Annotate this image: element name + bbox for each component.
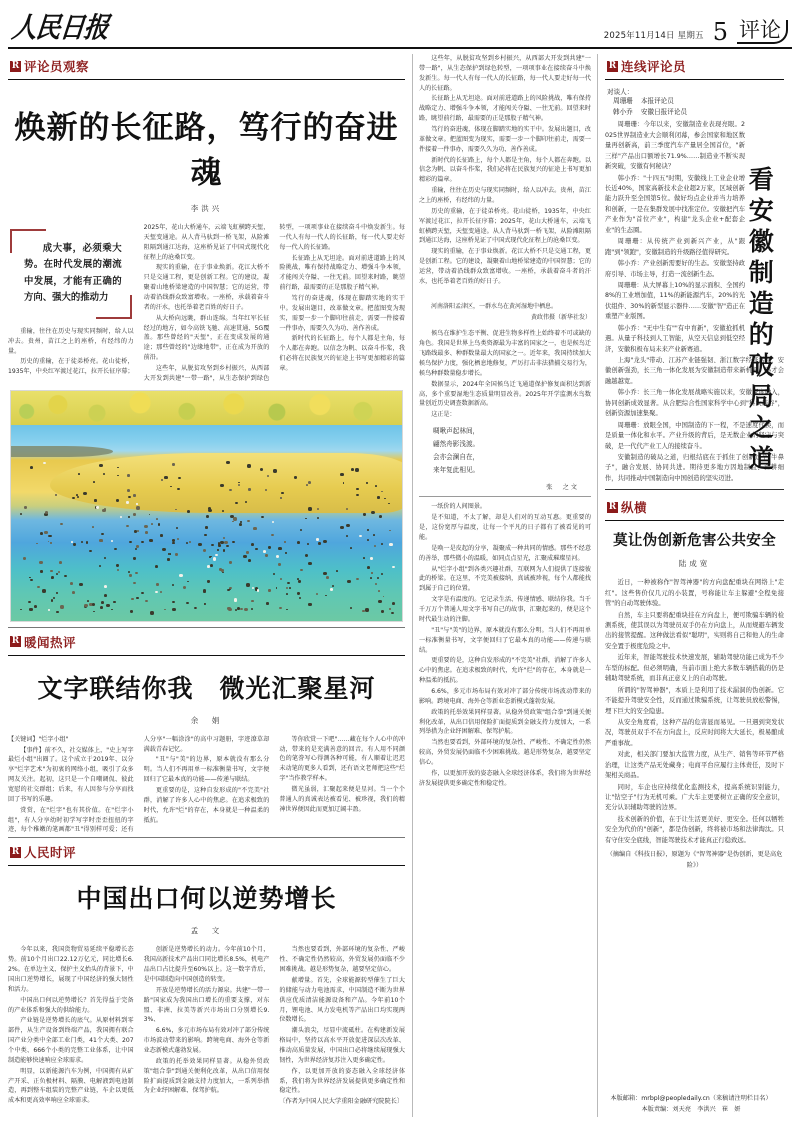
paragraph: 中国出口何以逆势增长？首先得益于完备的产业体系和强大的供给能力。 (8, 996, 134, 1014)
footer-editors: 本版责编：刘天亮 李洪兴 崔 妍 (641, 1105, 741, 1113)
paragraph: 明显，以新能源汽车为例，中国拥有从矿产开采、正负极材料、隔膜、电解液到电池制造，再到整车组装的完整产业链，车企以更低成本和更高效率响应全球需求。 (8, 1067, 134, 1105)
paragraph: 数据显示，2024年全国候鸟迁飞通道保护修复面积达到新高，多个重要湿地生态质量明显改善。2025年开学监测水鸟数量创近历史调查数据新高。 (419, 380, 591, 408)
peoples-daily-mark-icon: R (608, 60, 617, 71)
wetland-birds-photo (10, 390, 403, 622)
paragraph: 开放是逆势增长的活力源泉。共建"一带一路"国家成为我国出口增长的重要支撑，对东盟、非洲、拉美等新兴市场出口分别增长9.3%、 (143, 986, 270, 1024)
paragraph: 同时，车企也应持续优化监测技术，提高系统识别能力，让"钻空子"行为无机可乘。广大车主更要树立正确的安全意识，充分认识辅助驾驶的边界。 (605, 783, 784, 812)
paragraph: 【事件】前不久，社交媒体上，"史上写字最烂小组"出圈了。这个成立于2019年、以分享"烂字艺术"为初衷的网络小组，吸引了众多网友关注。起初，这只是一个自嘲调侃、彼此宽慰的社交群组；后来，有人因参与分享而找回了书写的乐趣。 (8, 746, 134, 803)
interlocutor-label: 对谈人： (607, 88, 634, 96)
paragraph: 创新是逆势增长的动力。今年前10个月，我国高新技术产品出口同比增长8.5%，机电产品出口占比提升至60%以上。这一数字背后，是中国制造向中国创造的转变。 (143, 946, 270, 983)
article-body-commentator (8, 223, 405, 384)
paragraph: 候鸟在维护生态平衡、促进生物多样性上始终着不可或缺的角色。我国是世界上鸟类资源最为丰富的国家之一，也是候鸟迁飞路线最多、种群数量最大的国家之一。近年来，我国持续加大候鸟保护力度，强化栖息地修复，严厉打击非法猎捕交易行为，候鸟种群数量稳步增长。 (419, 330, 591, 377)
section-title: 评论员观察 (24, 59, 90, 74)
peoples-daily-mark-icon: R (11, 60, 20, 71)
byline-commentator: 李洪兴 (190, 204, 223, 213)
paragraph: 这正是： (431, 411, 456, 419)
byline-warm-news: 余 娟 (190, 715, 223, 725)
section-header-warm-news-review[interactable] (8, 630, 405, 653)
paragraph: 政策的托举效果同样显著。从稳外贸政策"组合拳"到通关便利化改革，从出口信用保险扩面提质到金融支持力度加大，一系列举措为企业纾困解难、保驾护航。 (143, 1057, 270, 1095)
paragraph: 作，以更加开放的姿态融入全球经济体系，我们将为世界经济发展提供更多确定性和稳定性。 (279, 1067, 405, 1095)
publication-logo (8, 8, 108, 44)
paragraph: 是不知道，不太了解，却是人们对的互动互惠。更重要的是，这份宽厚与温度，让每一个平凡的日子都有了被看见的可能。 (419, 514, 591, 542)
article-body-export-growth (8, 945, 405, 1107)
paragraph: 对此，相关部门要加大监管力度，从生产、销售等环节严格治理，让这类产品无处藏身；电商平台应履行主体责任，及时下架相关商品。 (605, 751, 784, 780)
masthead-meta (603, 18, 792, 47)
paragraph: 更重要的是，这种自发形成的"不完美"社群，消解了许多人心中的焦虑。在追求极致的时代，允许"烂"的存在，本身就是一种温柔的抵抗。 (143, 787, 270, 824)
headline-export-growth[interactable]: 中国出口何以逆势增长 (76, 884, 337, 914)
paragraph: 产业链是逆势增长的底气。从原材料到零部件，从生产设备到终端产品，我国拥有联合国产业分类中全部工业门类，41个大类、207个中类、666个小类的完整工业体系，让中国制造能够快速响应全球需求。 (8, 1017, 134, 1064)
peoples-daily-mark-icon: R (11, 846, 20, 857)
byline-export-growth: 孟 文 (190, 926, 223, 936)
paragraph: 笃行的奋进魂，体现在脚踏实地的实干中。发展出题目，改革做文章。把蓝图变为现实，需要一步一个脚印往前走，需要一件接着一件事办，需要久久为功、善作善成。 (279, 295, 405, 332)
photo-credit: 黄政伟摄（新华社发） (530, 314, 591, 322)
paragraph: 新时代的长征路上，每个人都是主角，每个人都在奔跑。以信念为帆、以奋斗作桨，我们必将在民族复兴的征途上书写更加精彩的篇章。 (419, 156, 591, 184)
section-title: 暖闻热评 (24, 634, 77, 650)
paragraph: 从大桥向远眺，群山连绵。当年红军长征经过的地方，如今高铁飞驰、高速贯通、5G覆盖。那些曾经的"天堑"，正在变成发展的通途；那些曾经的"边缘地带"，正在成为开放的前沿。 (143, 314, 270, 362)
paragraph: 文字是有温度的。它记录生活、传递情感、联结你我。当千千万万个普通人用文字书写自己的故事，汇聚起来的，便是这个时代最生动的注脚。 (419, 596, 591, 623)
paragraph: 长征路上从无坦途。面对前进道路上的风险挑战，唯有保持战略定力、增强斗争本领，才能闯关夺隘、一往无前。回望来时路，眺望前行路，最需要的正是那股子精气神。 (279, 254, 405, 292)
article-body-pseudo-innovation (605, 578, 784, 846)
section-header-commentator-observation[interactable] (8, 54, 405, 77)
section-title: 人民时评 (24, 845, 77, 861)
keyword-line (8, 735, 134, 745)
left-column (8, 54, 412, 1117)
paragraph: 作，以更加开放的姿态融入全球经济体系，我们将为世界经济发展提供更多确定性和稳定性。 (419, 769, 591, 787)
interlocutor-title: 安徽日报评论员 (640, 108, 688, 117)
article-body-dialogue (605, 120, 745, 355)
paragraph: 韩小乔：产业创新需要好的生态。安徽坚持政府引导、市场主导，打造一流创新生态。 (605, 260, 745, 278)
section-header-peoples-commentary[interactable] (8, 840, 405, 863)
paragraph: "丑"与"美"的边界，原本就没有那么分明。当人们不再用单一标准衡量书写，文字便回归了它最本真的功能——传递与联结。 (419, 626, 591, 654)
paragraph: 赏赏，在"烂字"也有其价值。在"烂字小组"，有人分享幼时初学写字时歪歪扭扭的字迹，每个稚嫩的笔画都"丑"得别样可爱；还有人分享"一幅涂涂"的高中习题册，字迹潦草却满载青春记忆。 (8, 735, 270, 834)
poem-line: 来年复此相见。 (433, 465, 480, 474)
paragraph: "丑"与"美"的边界，原本就没有那么分明。当人们不再用单一标准衡量书写，文字便回归了它最本真的功能——传递与联结。 (143, 756, 270, 784)
paragraph: 近日，一种被称作"智驾神器"的方向盘配重块在网络上"走红"。这些售价仅几元的小装置，号称能让车主躲避"全程免接管"的自动驾驶体验。 (605, 579, 784, 608)
page-footer (606, 1090, 776, 1115)
paragraph: 安徽制造的破局之道，归根结底在于抓住了创新这个"牛鼻子"，融合发展、协同共进。期待更多地方因地制宜、深耕细作，共同推动中国制造向中国创造的坚实迈进。 (605, 453, 784, 482)
interlocutor-name: 韩小乔 (613, 108, 633, 117)
paragraph: 新时代的长征路上，每个人都是主角，每个人都在奔跑。以信念为帆、以奋斗作桨，我们必将在民族复兴的征途上书写更加精彩的篇章。 (279, 335, 405, 373)
paragraph: 韩小乔：长三角一体化发展战略实施以来，安徽深度融入，协同创新成效显著。从合肥综合性国家科学中心到"科大硅谷"，创新资源加速集聚。 (605, 389, 784, 418)
poem-line: 翩然舟影浅渡。 (433, 439, 480, 448)
paragraph: 重输，往往在历史与现实同频时，给人以冲去。贵州，苗江之上的座桥，有经纬的力量。 (419, 187, 591, 205)
poem-signature: 张 之文 (546, 484, 579, 492)
page-body (8, 49, 792, 1117)
middle-top-text (419, 54, 591, 287)
interlocutor-row (607, 107, 784, 118)
paragraph: 韩小乔："无中生有""有中育新"，安徽抢抓机遇。从量子科技到人工智能，从空天信息到低空经济，安徽积极布局未来产业新赛道。 (605, 324, 745, 353)
paragraph: 6.6%，多元市场布局有效对冲了部分传统市场波动带来的影响。跨境电商、海外仓等新业态新模式蓬勃发展。 (143, 1027, 270, 1054)
right-column (598, 54, 784, 1117)
poem-block (419, 421, 591, 478)
article-body-warm-news (8, 735, 405, 836)
divider (8, 837, 405, 838)
paragraph: 今年以来，我国货物贸易延续平稳增长态势。前10个月出口22.12万亿元，同比增长6.2%。在单边主义、保护主义抬头的背景下，中国出口逆势增长，展现了中国经济的强大韧性和活力。 (8, 946, 134, 993)
paragraph: 周珊珊：从大屏幕上10%的显示面积、全国约8%的工业增加值，11%的新能源汽车，20%的光伏组件、30%的新型显示器件……安徽"智"造正在重塑产业版图。 (605, 281, 745, 321)
paragraph: 当然也要看到，外部环境的复杂性、严峻性、不确定性仍然较高，外贸发展仍面临不少困难挑战。越是形势复杂，越要坚定信心。 (279, 946, 405, 974)
paragraph: 周珊珊：从传统产业到新兴产业，从"跟跑"到"领跑"，安徽制造的升级路径值得研究。 (605, 238, 745, 256)
peoples-daily-mark-icon: R (608, 501, 617, 512)
vertical-headline-wrap (746, 166, 782, 506)
poem-line: 啁啾声起林间， (433, 427, 480, 436)
paragraph: 上海"龙头"带动、江苏产业链强韧、浙江数字经济活跃、安徽创新强劲，长三角一体化发展为安徽制造带来新机遇，路才会融越越宽。 (605, 357, 784, 385)
paragraph: 现实的重输，在于事业焕新。花江大桥不只是交通工程，更是创新工程。它的建设，凝聚着山地桥梁建造的中国智慧；它的运营，带动着沿线群众致富增收。一座桥，承载着奋斗者的汗水，也托举着老百姓的好日子。 (419, 248, 591, 285)
paragraph: 6.6%，多元市场布局有效对冲了部分传统市场波动带来的影响。跨境电商、海外仓等新业态新模式蓬勃发展。 (419, 687, 591, 705)
paragraph: 政策的托举效果同样显著。从稳外贸政策"组合拳"到通关便利化改革，从出口信用保险扩面提质到金融支持力度加大，一系列举措为企业纾困解难、保驾护航。 (419, 708, 591, 736)
divider (8, 627, 405, 628)
photo-caption: 河南洛阳孟津区，一群水鸟在黄河湿地中栖息。 (431, 302, 558, 310)
paragraph: 历史的重输，在于徒弟桥亮。花山徒桥，1935年，中央红军渡过花江，拉开长征序幕；2025年，花山大桥通车，云端飞虹横跨天堑，天堑变通途。从人背马驮到一桥飞架，从险滩阻隔到通江达海，这座桥见证了中国式现代化征程上的沧桑巨变。 (419, 207, 591, 245)
paragraph: 当然也要看到，外部环境的复杂性、严峻性、不确定性仍然较高，外贸发展仍面临不少困难挑战。越是形势复杂，越要坚定信心。 (419, 739, 591, 766)
paragraph: 技术创新的价值，在于让生活更美好、更安全。任何以牺牲安全为代价的"创新"，都是伪创新，终将被市场和法律淘汰。只有守住安全底线，智能驾驶技术才能真正行稳致远。 (605, 815, 784, 844)
page-number: 5 (712, 18, 728, 47)
paragraph: 近年来，智能驾驶技术快速发展，辅助驾驶功能已成为不少车型的标配。但必须明确，当前市面上绝大多数车辆搭载的仍是辅助驾驶系统，而非真正意义上的自动驾驶。 (605, 654, 784, 683)
publication-title: 人民日报 (10, 11, 110, 44)
paragraph: 这些年，从脱贫攻坚到乡村振兴，从西部大开发到共建"一带一路"，从生态保护到绿色转型，一项项事业在接续奋斗中焕发新生。每一代人有每一代人的长征路，每一代人要走好每一代人的长征路。 (419, 55, 591, 92)
photo-block (10, 390, 403, 622)
source-note: （摘编自《科技日报》，原题为《"智驾神器"是伪创新，更是高危险》） (606, 851, 783, 869)
paragraph: 微光虽弱，汇聚起来便是星河。当一个个普通人的真诚表达被看见、被珍视，我们的精神世界便因此而更加辽阔丰盈。 (279, 786, 405, 813)
paragraph: 潮头浪尖，尽显中流砥柱。在构建新发展格局中，坚持以高水平开放促进深层次改革、推动高质量发展，中国出口必将继续展现强大韧性，为世界经济复苏注入更多确定性。 (279, 1027, 405, 1064)
photo-birds (11, 391, 402, 621)
pull-quote: 成大事，必须乘大势。在时代发展的潮流中发展，才能有正确的方向、强大的推动力 (10, 229, 132, 319)
section-title: 纵横 (621, 500, 648, 516)
poem-line: 会亦会澜自在， (433, 452, 480, 461)
paragraph: 从安全角度看，这种产品的危害显而易见。一旦遇到突发状况，驾驶员双手不在方向盘上，反应时间将大大延长，极易酿成严重事故。 (605, 718, 784, 747)
keyword-value: "烂字小组" (38, 735, 69, 743)
interlocutor-name: 周珊珊 (613, 97, 633, 105)
paragraph: 长征路上从无坦途。面对前进道路上的风险挑战，唯有保持战略定力、增强斗争本领，才能闯关夺隘、一往无前。回望来时路，眺望前行路，最需要的正是那股子精气神。 (419, 95, 591, 123)
issue-date: 2025年11月14日 星期五 (603, 31, 704, 41)
section-header-commentator-dialogue[interactable] (605, 54, 784, 77)
paragraph: 这些年，从脱贫攻坚到乡村振兴，从西部大开发到共建"一带一路"，从生态保护到绿色转型，一项项事业在接续奋斗中焕发新生。每一代人有每一代人的长征路，每一代人要走好每一代人的长征路。 (143, 224, 405, 382)
paragraph: 等你欣赏一下吧"……藏在每个人心中的冲动，带来的是充满善意的回音。有人用不同颜色的笔誊写心得测各种可能，有人顺着让迟迟未动笔的更多人看到，还有语文老师把这些"烂字"当作教学样本。 (279, 735, 405, 783)
paragraph: 笃行的奋进魂，体现在脚踏实地的实干中。发展出题目，改革做文章。把蓝图变为现实，需要一步一个脚印往前走，需要一件接着一件事办，需要久久为功、善作善成。 (419, 126, 591, 153)
paragraph: 韩小乔："十四五"时期，安徽线上工业企业增长近40%，国家高新技术企业超2万家，区域创新能力跃升至全国第5位。做好均点企业并当力培养和创新，一是在集群发展中找准定位。安徽把汽车产业作为"首位产业"，构建"龙头企业+配套企业"的生态圈。 (605, 174, 745, 234)
paragraph: 重输，往往在历史与现实同频时，给人以冲去。贵州，苗江之上的座桥，有经纬的力量。 (8, 327, 134, 355)
paragraph: 历史的重输，在于徒弟桥亮。花山徒桥，1935年，中央红军渡过花江，拉开长征序幕；2025年，花山大桥通车，云端飞虹横跨天堑，天堑变通途。从人背马驮到一桥飞架，从险滩阻隔到通江达海，这座桥见证了中国式现代化征程上的沧桑巨变。 (8, 224, 270, 376)
paragraph: 更重要的是，这种自发形成的"不完美"社群，消解了许多人心中的焦虑。在追求极致的时代，允许"烂"的存在，本身就是一种温柔的抵抗。 (419, 657, 591, 685)
headline-anhui-manufacturing[interactable]: 看安徽制造的破局之道 (745, 166, 775, 476)
interlocutor-row (607, 96, 784, 107)
divider (419, 496, 591, 497)
paragraph: 所谓的"智驾神器"，本质上是利用了技术漏洞的伪创新。它不能提升驾驶安全性，反而通过欺骗系统，让驾驶员放松警惕，埋下巨大的安全隐患。 (605, 686, 784, 715)
author-note: 〔作者为中国人民大学重阳金融研究院院长〕 (279, 1098, 404, 1106)
footer-email[interactable]: 本版邮箱：mrbpl@peopledaily.cn（来稿请注明栏目名） (610, 1094, 772, 1102)
paragraph: 自然，车主只要将配重块挂在方向盘上，便可欺骗车辆的检测系统，使其误以为驾驶员双手仍在方向盘上，从而规避车辆发出的接管提醒。这种做法看似"聪明"，实则将自己和他人的生命安全置于极度危险之中。 (605, 611, 784, 650)
headline-commentator[interactable]: 焕新的长征路，笃行的奋进魂 (14, 110, 399, 191)
masthead (8, 0, 792, 46)
headline-pseudo-innovation[interactable]: 莫让伪创新危害公共安全 (613, 533, 776, 550)
page-section-label: 评论 (737, 20, 788, 44)
middle-column (413, 54, 597, 1117)
paragraph: 献增量。首先，全球能源转型催生了巨大的储能与动力电池需求，中国制造不断为世界供应优质清洁能源设备和产品。今年前10个月，锂电池、风力发电机等产品出口均实现两位数增长。 (279, 976, 405, 1024)
paragraph: 一纸价的人间图景。 (431, 503, 487, 511)
paragraph: 从"烂字小组"到各类兴趣社群，互联网为人们提供了连接彼此的桥梁。在这里，不完美被接纳，真诚被珍视，每个人都能找到属于自己的位置。 (419, 565, 591, 593)
peoples-daily-mark-icon: R (11, 636, 20, 647)
interlocutor-title: 本报评论员 (640, 97, 674, 105)
headline-warm-news[interactable]: 文字联结你我 微光汇聚星河 (37, 673, 376, 703)
byline-pseudo-innovation: 陆成宽 (678, 559, 711, 569)
paragraph: 是唤一是皮起的分享，凝聚成一种共同的情感。那些不经意的善举，那些微小的温暖，如同点点星光，汇聚成璀璨星河。 (419, 544, 591, 562)
keyword-label: 【关键词】 (8, 735, 39, 743)
paragraph: 周珊珊：今年以来，安徽制造业表现亮眼。2025世界制造业大会顺利闭幕，参会国家和地区数量再创新高，前三季度汽车产量居全国首位，"新三样"产品出口额增长71.9%……制造业不断实现新突破，安徽有何秘诀？ (605, 121, 745, 171)
section-title: 连线评论员 (621, 59, 687, 74)
paragraph: 现实的重输，在于事业焕新。花江大桥不只是交通工程，更是创新工程。它的建设，凝聚着山地桥梁建造的中国智慧；它的运营，带动着沿线群众致富增收。一座桥，承载着奋斗者的汗水，也托举着老百姓的好日子。 (143, 264, 270, 311)
paragraph: 周珊珊：放眼全国，中国制造的下一程，不是速度代换，而是质量一体化和水平。产业升级的背后，是无数企业的坚守与突破，是一代代产业工人的接续奋斗。 (605, 421, 784, 450)
